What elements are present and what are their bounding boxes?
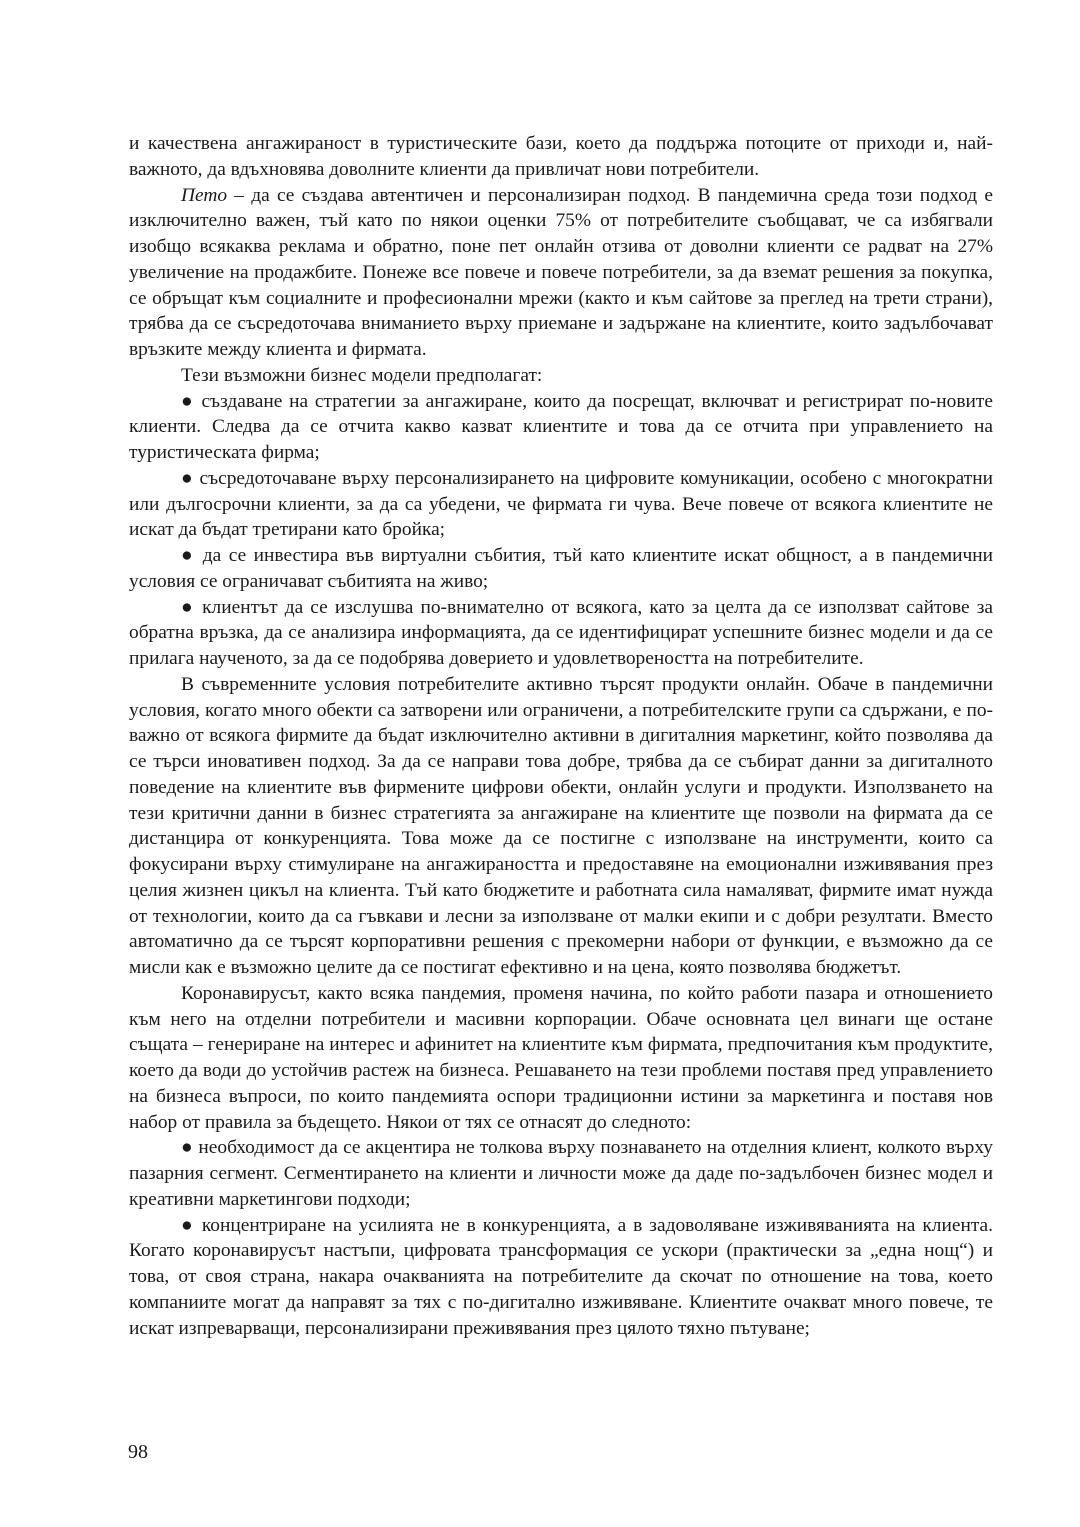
bullet-item (129, 1213, 993, 1342)
paragraph-text: Коронавирусът, както всяка пандемия, променя начина, по който работи пазара и отношението към него на отделни потребители и масивни корпорации. Обаче основната цел винаги ще остане същата – генериране на интерес и афинитет на клиентите към фирмата, предпочитания към продуктите, което да води до устойчив растеж на бизнеса. Решаването на тези проблеми поставя пред управлението на бизнеса въпроси, по които пандемията оспори традиционни истини за маркетинга и поставя нов набор от правила за бъдещето. Някои от тях се отнасят до следното: (129, 982, 993, 1133)
paragraph (129, 363, 993, 389)
paragraph (129, 183, 993, 363)
bullet-item (129, 466, 993, 543)
paragraph-text: ● концентриране на усилията не в конкуренцията, а в задоволяване изживяванията на клиента. Когато коронавирусът настъпи, цифровата трансформация се ускори (практически за „една нощ“) и това, от своя страна, накара очакванията на потребителите да скочат по отношение на това, което компаниите могат да направят за тях с по-дигитално изживяване. Клиентите очакват много повече, те искат изпреварващи, персонализирани преживявания през цялото тяхно пътуване; (129, 1214, 993, 1339)
italic-lead: Пето (181, 184, 228, 206)
paragraph-text: В съвременните условия потребителите активно търсят продукти онлайн. Обаче в пандемични условия, когато много обекти са затворени или ограничени, а потребителските групи са сдържани, е по-важно от всякога фирмите да бъдат изключително активни в дигиталния маркетинг, който позволява да се търси иновативен подход. За да се направи това добре, трябва да се събират данни за дигиталното поведение на клиентите във фирмените цифрови обекти, онлайн услуги и продукти. Използването на тези критични данни в бизнес стратегията за ангажиране на клиентите ще позволи на фирмата да се дистанцира от конкуренцията. Това може да се постигне с използване на инструменти, които са фокусирани върху стимулиране на ангажираността и предоставяне на емоционални изживявания през целия жизнен цикъл на клиента. Тъй като бюджетите и работната сила намаляват, фирмите имат нужда от технологии, които да са гъвкави и лесни за използване от малки екипи и с добри резултати. Вместо автоматично да се търсят корпоративни решения с прекомерни набори от функции, е възможно да се мисли как е възможно целите да се постигат ефективно и на цена, която позволява бюджетът. (129, 673, 993, 978)
paragraph-text: ● съсредоточаване върху персонализирането на цифровите комуникации, особено с многократни или дългосрочни клиенти, за да са убедени, че фирмата ги чува. Вече повече от всякога клиентите не искат да бъдат третирани като бройка; (129, 467, 993, 541)
paragraph-text: ● клиентът да се изслушва по-внимателно от всякога, като за целта да се използват сайтове за обратна връзка, да се анализира информацията, да се идентифицират успешните бизнес модели и да се прилага наученото, за да се подобрява доверието и удовлетвореността на потребителите. (129, 596, 993, 669)
page-number: 98 (128, 1441, 148, 1463)
paragraph-text: ● създаване на стратегии за ангажиране, които да посрещат, включват и регистрират по-новите клиенти. Следва да се отчита какво казват клиентите и това да се отчита при управлението на туристическата фирма; (129, 390, 993, 463)
paragraph (129, 981, 993, 1136)
paragraph (129, 672, 993, 981)
bullet-item (129, 595, 993, 672)
paragraph-text: и качествена ангажираност в туристическите бази, което да поддържа потоците от приходи и, най-важното, да вдъхновява доволните клиенти да привличат нови потребители. (129, 133, 993, 180)
paragraph-text: ● необходимост да се акцентира не толкова върху познаването на отделния клиент, колкото върху пазарния сегмент. Сегментирането на клиенти и личности може да даде по-задълбочен бизнес модел и креативни маркетингови подходи; (129, 1137, 993, 1210)
bullet-item (129, 543, 993, 595)
bullet-item (129, 389, 993, 466)
paragraph-text: Тези възможни бизнес модели предполагат: (181, 364, 543, 386)
paragraph-text: ● да се инвестира във виртуални събития, тъй като клиентите искат общност, а в пандемични условия се ограничават събитията на живо; (129, 545, 993, 592)
bullet-item (129, 1135, 993, 1212)
body-text (129, 131, 993, 1341)
paragraph (129, 131, 993, 183)
paragraph-text: – да се създава автентичен и персонализиран подход. В пандемична среда този подход е изключително важен, тъй като по някои оценки 75% от потребителите съобщават, че са избягвали изобщо всякаква реклама и обратно, поне пет онлайн отзива от доволни клиенти се радват на 27% увеличение на продажбите. Понеже все повече и повече потребители, за да вземат решения за покупка, се обръщат към социалните и професионални мрежи (както и към сайтове за преглед на трети страни), трябва да се съсредоточава вниманието върху приемане и задържане на клиентите, които задълбочават връзките между клиента и фирмата. (129, 184, 993, 360)
